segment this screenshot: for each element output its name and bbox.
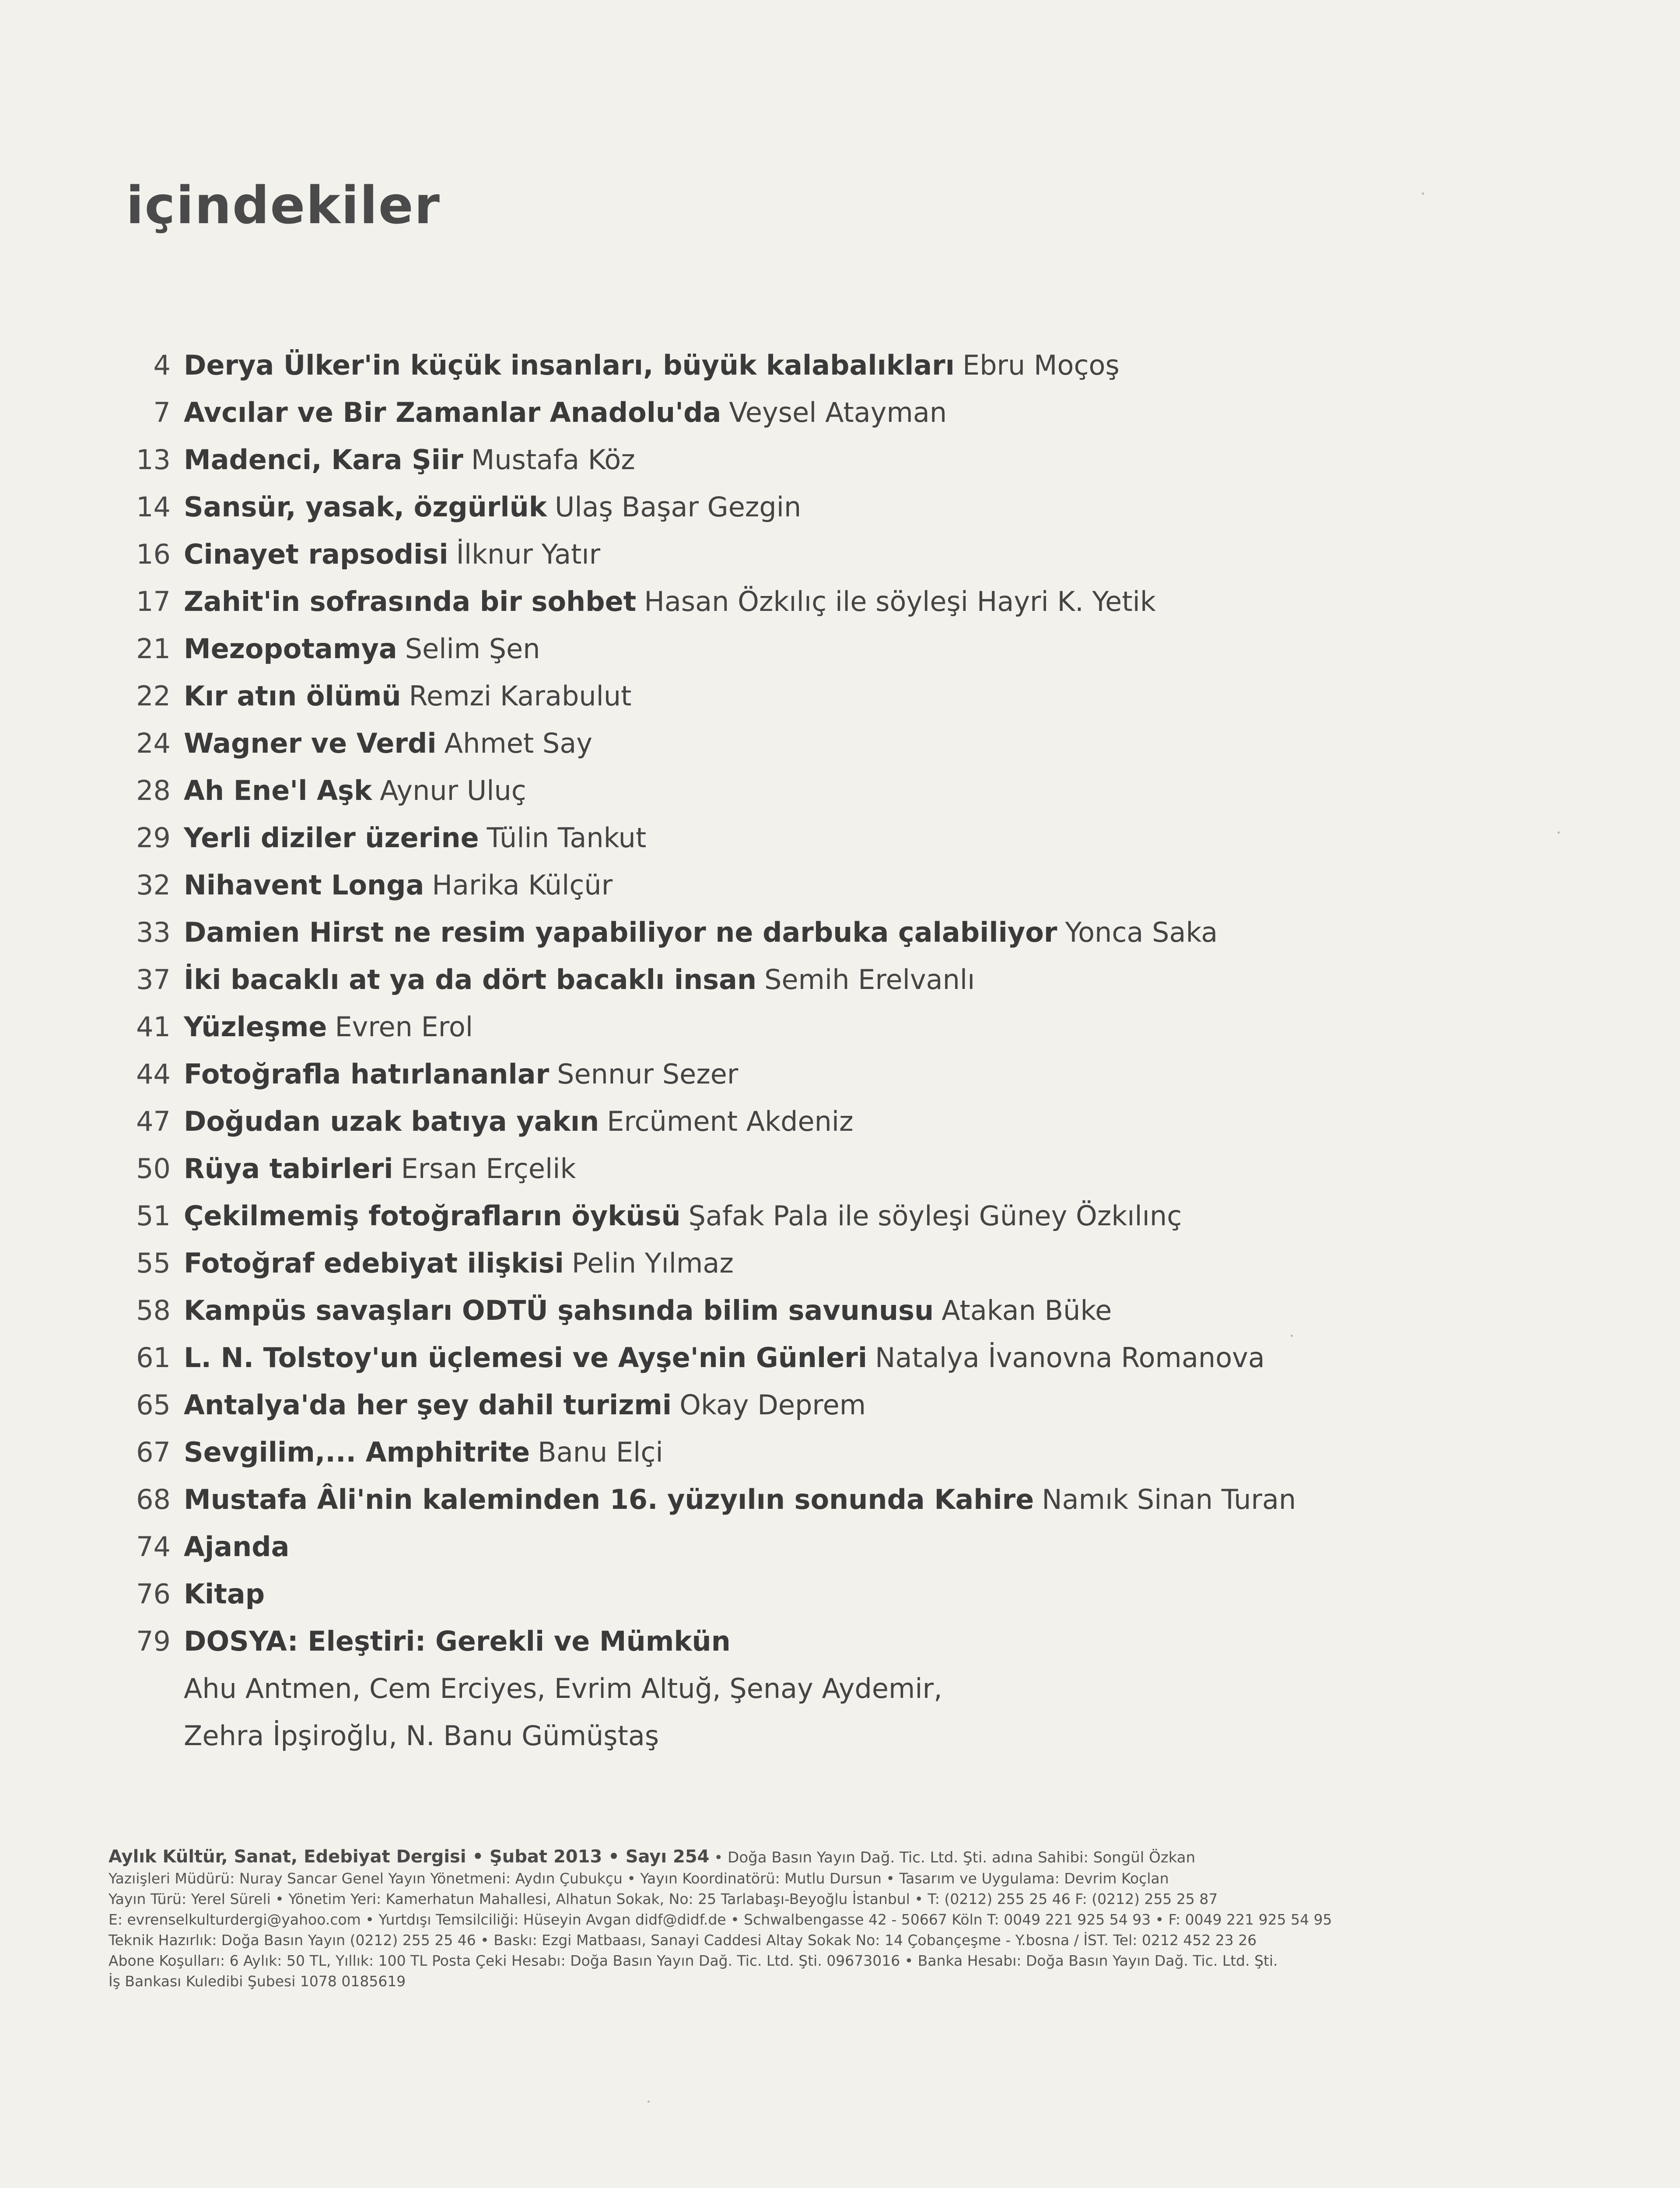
toc-page-number: 65 (136, 1389, 171, 1421)
toc-entry (118, 341, 1518, 389)
toc-entry (118, 1523, 1518, 1570)
toc-title: Avcılar ve Bir Zamanlar Anadolu'da (184, 396, 721, 428)
toc-title: DOSYA: Eleştiri: Gerekli ve Mümkün (184, 1625, 731, 1657)
toc-page-number: 50 (136, 1152, 171, 1185)
toc-author: Ebru Moçoş (962, 349, 1120, 381)
toc-entry (118, 625, 1518, 672)
toc-page-number: 14 (136, 491, 171, 523)
paper-speck (1558, 831, 1560, 834)
toc-title: Fotoğraf edebiyat ilişkisi (184, 1247, 564, 1279)
colophon-line: Abone Koşulları: 6 Aylık: 50 TL, Yıllık: 100 TL Posta Çeki Hesabı: Doğa Basın Yayın Dağ. Tic. Ltd. Şti. 09673016 • Banka Hesabı: Doğa Basın Yayın Dağ. Tic. Ltd. Şti. (108, 1952, 1278, 1969)
toc-author: Hasan Özkılıç ile söyleşi Hayri K. Yetik (644, 585, 1156, 617)
toc-page-number: 79 (136, 1625, 171, 1657)
toc-entry (118, 1381, 1518, 1428)
toc-title: Antalya'da her şey dahil turizmi (184, 1389, 672, 1421)
toc-title: Damien Hirst ne resim yapabiliyor ne darbuka çalabiliyor (184, 916, 1057, 948)
toc-page-number: 33 (136, 916, 171, 948)
toc-page-number: 13 (136, 443, 171, 476)
toc-title: Doğudan uzak batıya yakın (184, 1105, 599, 1137)
toc-page-number: 47 (136, 1105, 171, 1137)
toc-page-number: 21 (136, 632, 171, 665)
toc-author: Namık Sinan Turan (1042, 1483, 1296, 1515)
colophon-line: E: evrenselkulturdergi@yahoo.com • Yurtdışı Temsilciliği: Hüseyin Avgan didf@didf.de • Schwalbengasse 42 - 50667 Köln T: 0049 221 925 54 93 • F: 0049 221 925 54 95 (108, 1911, 1332, 1928)
dosya-authors-line: Ahu Antmen, Cem Erciyes, Evrim Altuğ, Şenay Aydemir, (184, 1672, 942, 1704)
toc-page-number: 28 (136, 774, 171, 806)
toc-entry (118, 814, 1518, 861)
toc-author: Ersan Erçelik (401, 1152, 576, 1185)
toc-page-number: 51 (136, 1199, 171, 1232)
toc-title: İki bacaklı at ya da dört bacaklı insan (184, 963, 757, 996)
paper-speck (1291, 1335, 1293, 1337)
toc-entry (118, 956, 1518, 1003)
colophon-line: Yazıişleri Müdürü: Nuray Sancar Genel Yayın Yönetmeni: Aydın Çubukçu • Yayın Koordinatörü: Mutlu Dursun • Tasarım ve Uygulama: Devrim Koçlan (108, 1870, 1169, 1887)
page-title: içindekiler (126, 175, 441, 235)
toc-author: İlknur Yatır (456, 538, 601, 570)
toc-entry (118, 719, 1518, 767)
toc-entry (118, 1476, 1518, 1523)
toc-entry (118, 530, 1518, 578)
toc-entry (118, 1239, 1518, 1287)
toc-title: Rüya tabirleri (184, 1152, 393, 1185)
toc-page-number: 68 (136, 1483, 171, 1515)
toc-entry (118, 1334, 1518, 1381)
colophon (108, 1847, 1596, 1992)
toc-title: Sansür, yasak, özgürlük (184, 491, 547, 523)
toc-page-number: 44 (136, 1058, 171, 1090)
toc-title: Mustafa Âli'nin kaleminden 16. yüzyılın sonunda Kahire (184, 1483, 1034, 1515)
paper-speck (648, 2100, 650, 2103)
toc-entry (118, 672, 1518, 719)
toc-title: Fotoğrafla hatırlananlar (184, 1058, 550, 1090)
toc-page-number: 17 (136, 585, 171, 617)
toc-author: Tülin Tankut (486, 821, 647, 854)
toc-title: Madenci, Kara Şiir (184, 443, 463, 476)
toc-entry (118, 1617, 1518, 1665)
toc-author: Şafak Pala ile söyleşi Güney Özkılınç (688, 1199, 1182, 1232)
toc-entry (118, 1050, 1518, 1098)
toc-author: Selim Şen (405, 632, 540, 665)
toc-page-number: 7 (153, 396, 171, 428)
toc-page-number: 24 (136, 727, 171, 759)
toc-entry (118, 1192, 1518, 1239)
toc-author: Harika Külçür (432, 869, 613, 901)
toc-entry (118, 436, 1518, 483)
toc-author: Ulaş Başar Gezgin (555, 491, 802, 523)
toc-author: Semih Erelvanlı (764, 963, 975, 996)
toc-entry (118, 1098, 1518, 1145)
toc-author: Pelin Yılmaz (571, 1247, 734, 1279)
toc-entry (118, 389, 1518, 436)
table-of-contents (118, 341, 1518, 1759)
toc-author: Sennur Sezer (557, 1058, 738, 1090)
toc-title: Mezopotamya (184, 632, 397, 665)
toc-page-number: 32 (136, 869, 171, 901)
toc-page-number: 58 (136, 1294, 171, 1326)
toc-entry (118, 767, 1518, 814)
toc-title: Kampüs savaşları ODTÜ şahsında bilim savunusu (184, 1294, 934, 1326)
toc-entry (118, 578, 1518, 625)
toc-author: Ercüment Akdeniz (607, 1105, 854, 1137)
toc-page-number: 41 (136, 1010, 171, 1043)
toc-entry (118, 861, 1518, 908)
toc-author: Natalya İvanovna Romanova (875, 1341, 1265, 1374)
colophon-lead: Aylık Kültür, Sanat, Edebiyat Dergisi • Şubat 2013 • Sayı 254 (108, 1847, 710, 1867)
toc-title: Yerli diziler üzerine (184, 821, 479, 854)
toc-title: Nihavent Longa (184, 869, 424, 901)
toc-author: Aynur Uluç (380, 774, 526, 806)
toc-title: Kır atın ölümü (184, 680, 401, 712)
toc-entry (118, 908, 1518, 956)
toc-title: Cinayet rapsodisi (184, 538, 448, 570)
toc-entry (118, 1287, 1518, 1334)
toc-title: Sevgilim,... Amphitrite (184, 1436, 530, 1468)
toc-title: Zahit'in sofrasında bir sohbet (184, 585, 637, 617)
toc-author: Veysel Atayman (729, 396, 947, 428)
toc-author: Yonca Saka (1065, 916, 1218, 948)
colophon-line: Teknik Hazırlık: Doğa Basın Yayın (0212) 255 25 46 • Baskı: Ezgi Matbaası, Sanayi Caddesi Altay Sokak No: 14 Çobançeşme - Y.bosna / İST. Tel: 0212 452 23 26 (108, 1932, 1257, 1949)
colophon-line: Yayın Türü: Yerel Süreli • Yönetim Yeri: Kamerhatun Mahallesi, Alhatun Sokak, No: 25 Tarlabaşı-Beyoğlu İstanbul • T: (0212) 255 25 46 F: (0212) 255 25 87 (108, 1890, 1218, 1907)
toc-title: Kitap (184, 1578, 265, 1610)
paper-speck (1422, 193, 1424, 195)
toc-page-number: 74 (136, 1530, 171, 1563)
toc-entry (118, 1145, 1518, 1192)
toc-entry (118, 483, 1518, 530)
dosya-authors-line: Zehra İpşiroğlu, N. Banu Gümüştaş (184, 1719, 659, 1752)
toc-title: Ajanda (184, 1530, 290, 1563)
toc-title: Wagner ve Verdi (184, 727, 437, 759)
toc-entry (118, 1428, 1518, 1476)
toc-title: Derya Ülker'in küçük insanları, büyük kalabalıkları (184, 349, 955, 381)
toc-author: Atakan Büke (942, 1294, 1112, 1326)
toc-page-number: 67 (136, 1436, 171, 1468)
toc-page-number: 4 (153, 349, 171, 381)
toc-author: Okay Deprem (679, 1389, 866, 1421)
toc-page-number: 22 (136, 680, 171, 712)
toc-author: Evren Erol (335, 1010, 473, 1043)
colophon-lead-rest: • Doğa Basın Yayın Dağ. Tic. Ltd. Şti. adına Sahibi: Songül Özkan (714, 1849, 1196, 1866)
toc-author: Ahmet Say (444, 727, 592, 759)
toc-page-number: 61 (136, 1341, 171, 1374)
toc-author: Remzi Karabulut (409, 680, 632, 712)
toc-author: Mustafa Köz (471, 443, 635, 476)
toc-title: Yüzleşme (184, 1010, 327, 1043)
toc-title: Çekilmemiş fotoğrafların öyküsü (184, 1199, 681, 1232)
toc-page-number: 76 (136, 1578, 171, 1610)
toc-entry (118, 1003, 1518, 1050)
toc-entry (118, 1570, 1518, 1617)
toc-author: Banu Elçi (538, 1436, 663, 1468)
colophon-lead-line (108, 1847, 1596, 1868)
colophon-line: İş Bankası Kuledibi Şubesi 1078 0185619 (108, 1973, 406, 1990)
toc-page-number: 16 (136, 538, 171, 570)
toc-title: L. N. Tolstoy'un üçlemesi ve Ayşe'nin Günleri (184, 1341, 868, 1374)
toc-page-number: 55 (136, 1247, 171, 1279)
toc-title: Ah Ene'l Aşk (184, 774, 372, 806)
toc-page-number: 29 (136, 821, 171, 854)
toc-page-number: 37 (136, 963, 171, 996)
